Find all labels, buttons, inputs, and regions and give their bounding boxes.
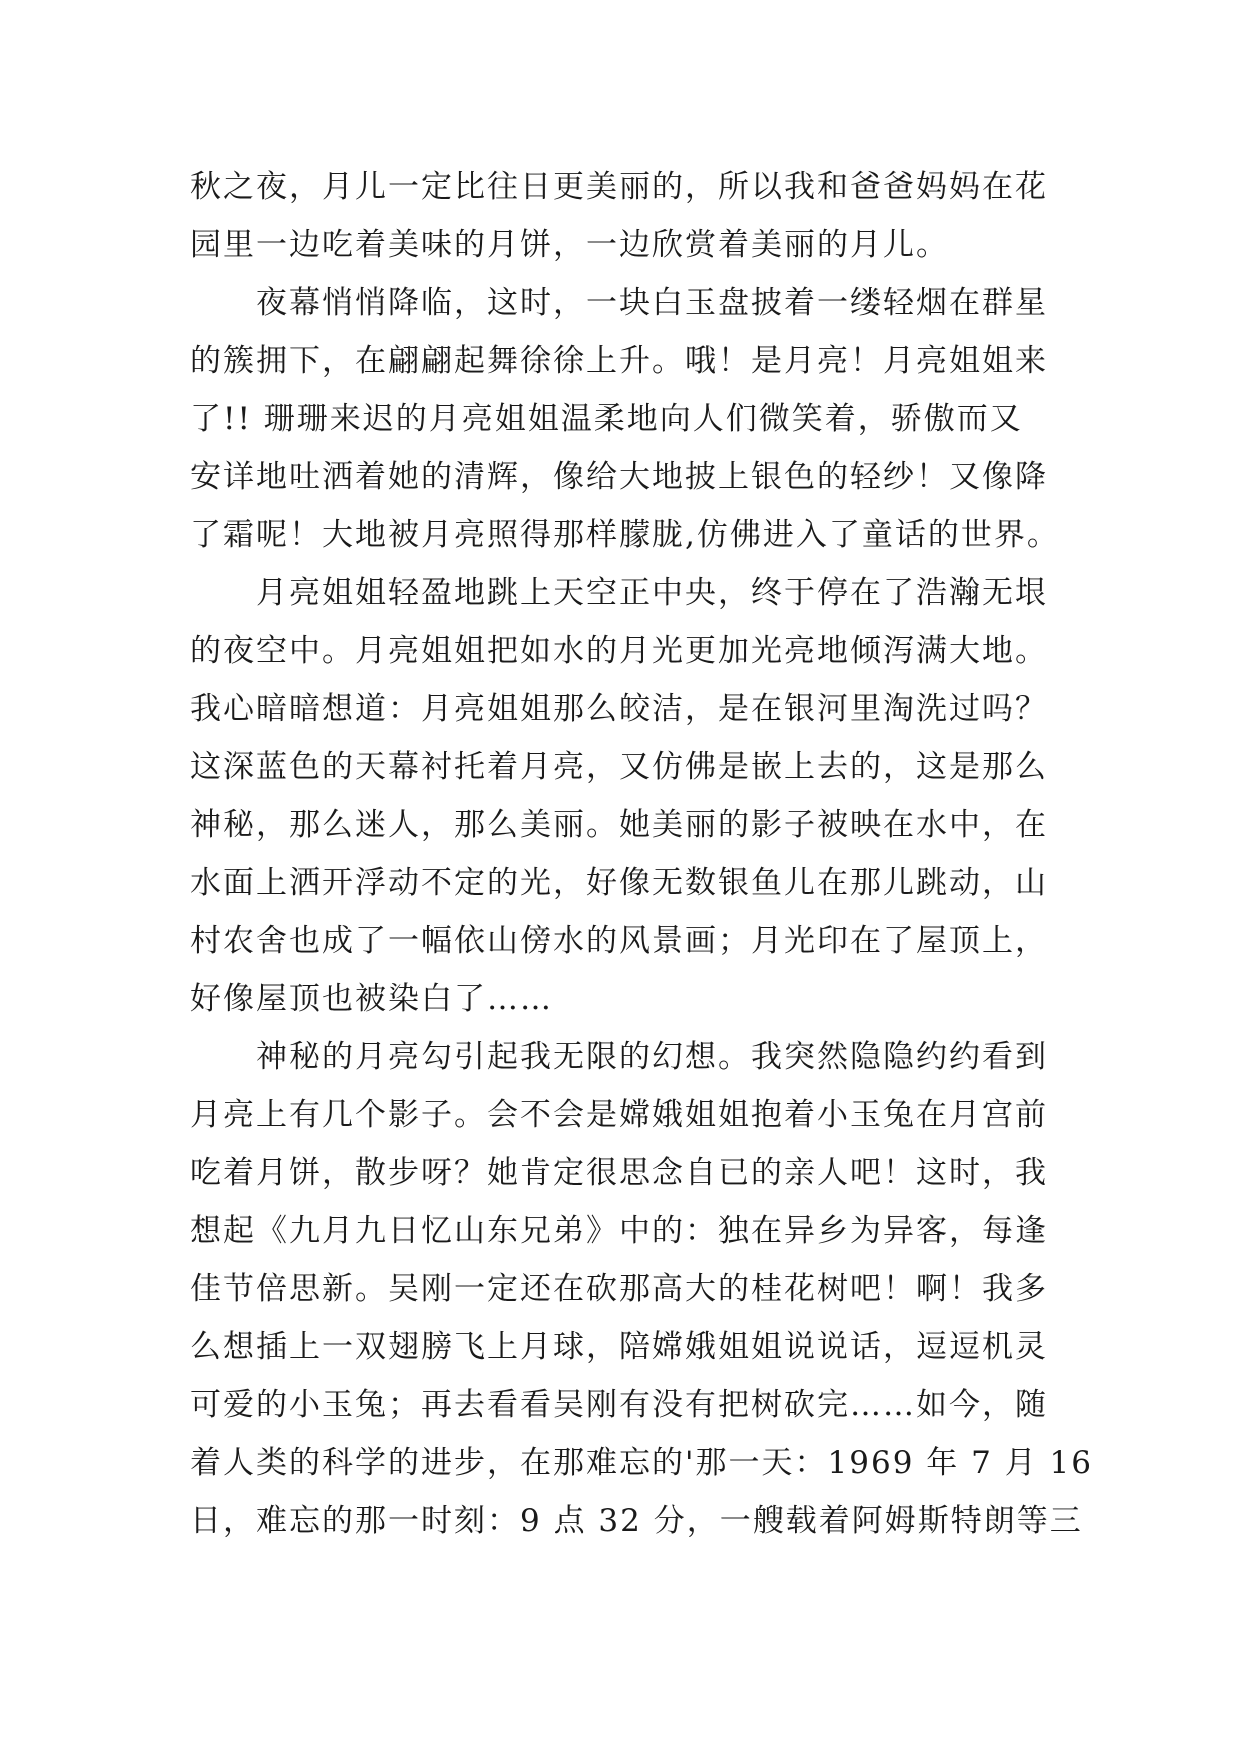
text-line: 了!! 珊珊来迟的月亮姐姐温柔地向人们微笑着，骄傲而又 [190,401,1023,437]
text-line: 秋之夜，月儿一定比往日更美丽的，所以我和爸爸妈妈在花 [190,169,1048,205]
text-line: 神秘的月亮勾引起我无限的幻想。我突然隐隐约约看到 [190,1039,1048,1075]
text-line: 佳节倍思新。吴刚一定还在砍那高大的桂花树吧！啊！我多 [190,1271,1048,1307]
text-line: 夜幕悄悄降临，这时，一块白玉盘披着一缕轻烟在群星 [190,285,1048,321]
text-line: 月亮上有几个影子。会不会是嫦娥姐姐抱着小玉兔在月宫前 [190,1097,1048,1133]
text-line: 安详地吐洒着她的清辉，像给大地披上银色的轻纱！又像降 [190,459,1048,495]
text-line: 么想插上一双翅膀飞上月球，陪嫦娥姐姐说说话，逗逗机灵 [190,1329,1048,1365]
text-line: 神秘，那么迷人，那么美丽。她美丽的影子被映在水中，在 [190,807,1048,843]
text-line: 日，难忘的那一时刻：9 点 32 分，一艘载着阿姆斯特朗等三 [190,1503,1083,1539]
text-line: 吃着月饼，散步呀？她肯定很思念自已的亲人吧！这时，我 [190,1155,1048,1191]
text-line: 了霜呢！大地被月亮照得那样朦胧,仿佛进入了童话的世界。 [190,517,1060,553]
text-line: 水面上洒开浮动不定的光，好像无数银鱼儿在那儿跳动，山 [190,865,1048,901]
text-line: 我心暗暗想道：月亮姐姐那么皎洁，是在银河里淘洗过吗？ [190,691,1048,727]
text-line: 的簇拥下，在翩翩起舞徐徐上升。哦！是月亮！月亮姐姐来 [190,343,1048,379]
text-line: 月亮姐姐轻盈地跳上天空正中央，终于停在了浩瀚无垠 [190,575,1048,611]
text-line: 这深蓝色的天幕衬托着月亮，又仿佛是嵌上去的，这是那么 [190,749,1048,785]
text-line: 着人类的科学的进步，在那难忘的'那一天：1969 年 7 月 16 [190,1445,1093,1481]
body-text [190,158,1093,1550]
text-line: 想起《九月九日忆山东兄弟》中的：独在异乡为异客，每逢 [190,1213,1048,1249]
text-line: 村农舍也成了一幅依山傍水的风景画；月光印在了屋顶上， [190,923,1048,959]
text-line: 的夜空中。月亮姐姐把如水的月光更加光亮地倾泻满大地。 [190,633,1048,669]
text-line: 园里一边吃着美味的月饼，一边欣赏着美丽的月儿。 [190,227,949,263]
text-line: 好像屋顶也被染白了…… [190,981,553,1017]
text-line: 可爱的小玉兔；再去看看吴刚有没有把树砍完……如今，随 [190,1387,1048,1423]
